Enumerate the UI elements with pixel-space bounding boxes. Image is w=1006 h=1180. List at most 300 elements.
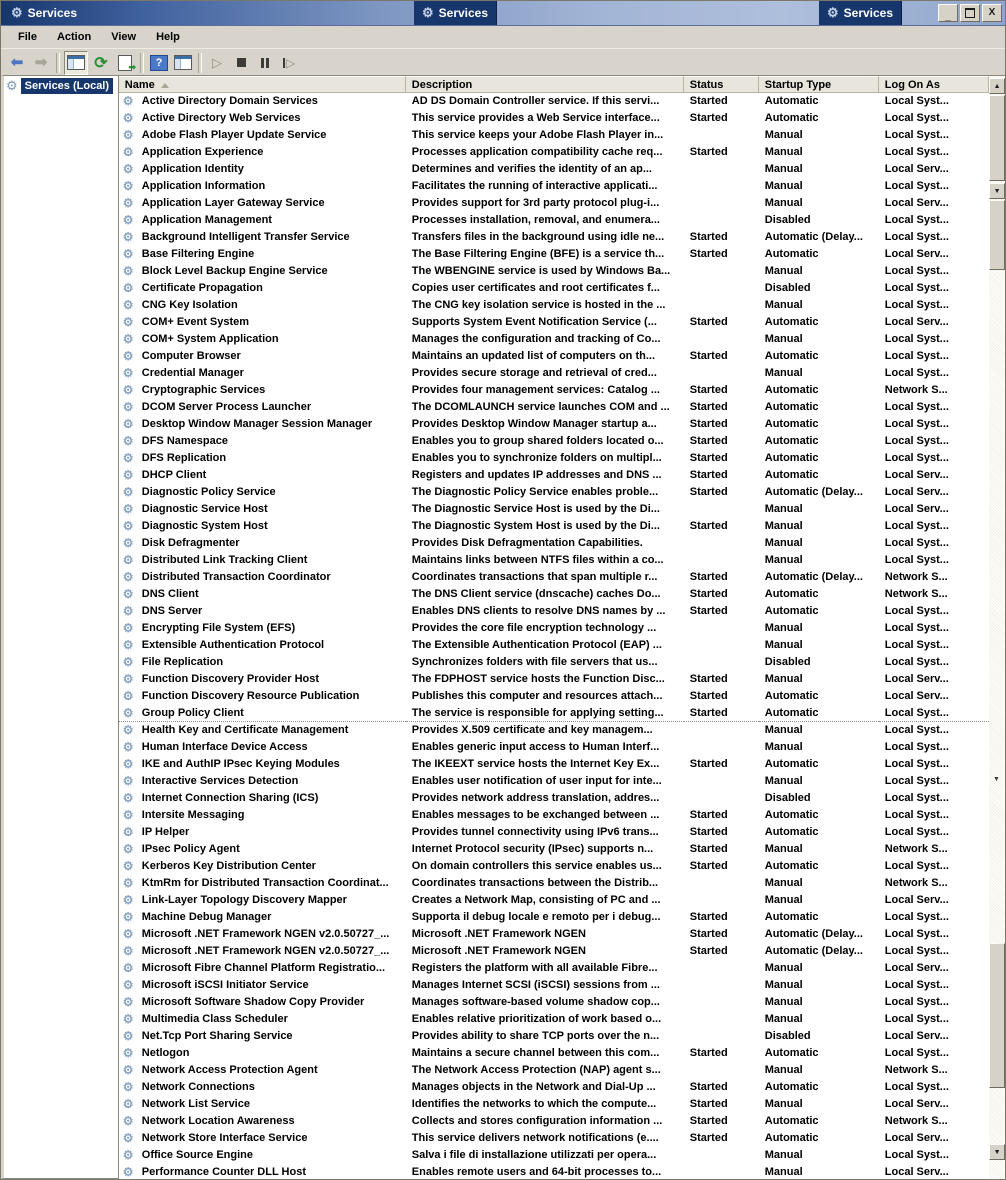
service-gear-icon: ⚙ xyxy=(122,825,134,839)
service-gear-icon: ⚙ xyxy=(122,400,134,414)
service-gear-icon: ⚙ xyxy=(122,1165,134,1179)
service-description-cell: The DCOMLAUNCH service launches COM and ... xyxy=(411,401,670,413)
service-description-cell: Enables DNS clients to resolve DNS names by ... xyxy=(411,605,666,617)
service-status-cell: Started xyxy=(689,945,728,957)
service-log-on-as-cell: Local Syst... xyxy=(884,826,949,838)
service-startup-type-cell: Manual xyxy=(764,520,803,532)
service-row[interactable] xyxy=(119,1045,989,1062)
service-gear-icon: ⚙ xyxy=(122,485,134,499)
service-description-cell: Publishes this computer and resources attach... xyxy=(411,690,663,702)
service-description-cell: Provides ability to share TCP ports over the n... xyxy=(411,1030,660,1042)
service-gear-icon: ⚙ xyxy=(122,1029,134,1043)
service-startup-type-cell: Automatic xyxy=(764,911,819,923)
service-startup-type-cell: Automatic xyxy=(764,350,819,362)
service-row[interactable] xyxy=(119,382,989,399)
service-status-cell: Started xyxy=(689,418,728,430)
service-description-cell: Processes application compatibility cache req... xyxy=(411,146,663,158)
service-row[interactable] xyxy=(119,263,989,280)
service-name-cell: ⚙ COM+ System Application xyxy=(122,332,279,346)
service-description-cell: Enables generic input access to Human Interf... xyxy=(411,741,660,753)
stop-service-icon xyxy=(237,58,246,67)
service-name-cell: ⚙ Network Location Awareness xyxy=(122,1114,295,1128)
service-name-cell: ⚙ Application Management xyxy=(122,213,272,227)
service-row[interactable] xyxy=(119,280,989,297)
service-status-cell xyxy=(684,637,759,654)
service-description-cell: The Diagnostic Service Host is used by the Di... xyxy=(411,503,660,515)
stop-service-button[interactable] xyxy=(230,52,252,74)
export-list-icon xyxy=(118,55,132,71)
service-name-cell: ⚙ Internet Connection Sharing (ICS) xyxy=(122,791,319,805)
toolbar-separator xyxy=(198,53,202,73)
service-gear-icon: ⚙ xyxy=(122,655,134,669)
service-row[interactable] xyxy=(119,1062,989,1079)
service-gear-icon: ⚙ xyxy=(122,536,134,550)
service-description-cell: AD DS Domain Controller service. If this servi... xyxy=(411,95,660,107)
service-row[interactable] xyxy=(119,178,989,195)
menu-file[interactable]: File xyxy=(18,31,37,43)
vertical-scrollbar[interactable] xyxy=(989,75,1005,1179)
service-log-on-as-cell: Local Serv... xyxy=(884,1030,949,1042)
service-row[interactable] xyxy=(119,518,989,535)
service-gear-icon: ⚙ xyxy=(122,621,134,635)
service-name-cell: ⚙ DCOM Server Process Launcher xyxy=(122,400,312,414)
service-startup-type-cell: Disabled xyxy=(764,656,811,668)
service-log-on-as-cell: Local Serv... xyxy=(884,486,949,498)
scrollbar-thumb[interactable] xyxy=(989,95,1005,181)
service-row[interactable] xyxy=(119,705,989,722)
service-row[interactable] xyxy=(119,739,989,756)
service-name-cell: ⚙ Diagnostic System Host xyxy=(122,519,268,533)
sidebar-item-label: Services (Local) xyxy=(21,78,113,94)
service-row[interactable] xyxy=(119,841,989,858)
service-status-cell xyxy=(684,552,759,569)
service-log-on-as-cell: Local Serv... xyxy=(884,1132,949,1144)
service-log-on-as-cell: Local Syst... xyxy=(884,622,949,634)
service-status-cell xyxy=(684,1028,759,1045)
service-description-cell: Salva i file di installazione utilizzati per opera... xyxy=(411,1149,657,1161)
service-row[interactable] xyxy=(119,943,989,960)
service-gear-icon: ⚙ xyxy=(122,706,134,720)
service-description-cell: The FDPHOST service hosts the Function Disc... xyxy=(411,673,665,685)
service-status-cell: Started xyxy=(689,350,728,362)
service-log-on-as-cell: Local Syst... xyxy=(884,333,949,345)
start-service-button[interactable] xyxy=(206,52,228,74)
sidebar-item-services-local[interactable] xyxy=(6,78,113,94)
service-status-cell xyxy=(684,892,759,909)
service-row[interactable] xyxy=(119,807,989,824)
service-startup-type-cell: Manual xyxy=(764,265,803,277)
service-description-cell: The Base Filtering Engine (BFE) is a service th... xyxy=(411,248,665,260)
help-icon: ? xyxy=(150,55,168,71)
back-icon: ⬅ xyxy=(10,54,24,71)
service-gear-icon: ⚙ xyxy=(122,944,134,958)
service-name-cell: ⚙ DNS Server xyxy=(122,604,203,618)
service-status-cell: Started xyxy=(689,95,728,107)
service-row[interactable] xyxy=(119,824,989,841)
service-row[interactable] xyxy=(119,399,989,416)
service-gear-icon: ⚙ xyxy=(122,876,134,890)
service-status-cell xyxy=(684,620,759,637)
column-header-startup-type[interactable]: Startup Type xyxy=(759,76,879,93)
service-row[interactable] xyxy=(119,314,989,331)
service-log-on-as-cell: Local Syst... xyxy=(884,775,949,787)
service-log-on-as-cell: Local Syst... xyxy=(884,520,949,532)
close-button[interactable]: X xyxy=(982,4,1002,22)
service-row[interactable] xyxy=(119,654,989,671)
service-row[interactable] xyxy=(119,1113,989,1130)
service-row[interactable] xyxy=(119,467,989,484)
scroll-down-button[interactable] xyxy=(989,183,1005,199)
service-row[interactable] xyxy=(119,722,989,739)
service-row[interactable] xyxy=(119,671,989,688)
menu-help[interactable]: Help xyxy=(156,31,180,43)
service-row[interactable] xyxy=(119,909,989,926)
service-gear-icon: ⚙ xyxy=(122,808,134,822)
service-status-cell: Started xyxy=(689,112,728,124)
service-startup-type-cell: Manual xyxy=(764,367,803,379)
service-startup-type-cell: Disabled xyxy=(764,1030,811,1042)
service-gear-icon: ⚙ xyxy=(122,94,134,108)
service-name-cell: ⚙ CNG Key Isolation xyxy=(122,298,238,312)
service-gear-icon: ⚙ xyxy=(122,162,134,176)
service-gear-icon: ⚙ xyxy=(122,434,134,448)
service-description-cell: The WBENGINE service is used by Windows Ba... xyxy=(411,265,671,277)
service-name-cell: ⚙ Kerberos Key Distribution Center xyxy=(122,859,316,873)
service-log-on-as-cell: Network S... xyxy=(884,571,948,583)
menu-view[interactable]: View xyxy=(111,31,137,43)
menu-action[interactable]: Action xyxy=(56,31,92,43)
service-row[interactable] xyxy=(119,195,989,212)
service-startup-type-cell: Manual xyxy=(764,894,803,906)
service-row[interactable] xyxy=(119,484,989,501)
service-name-cell: ⚙ Adobe Flash Player Update Service xyxy=(122,128,327,142)
service-gear-icon: ⚙ xyxy=(122,570,134,584)
service-log-on-as-cell: Local Syst... xyxy=(884,180,949,192)
service-row[interactable] xyxy=(119,858,989,875)
show-console-tree-button[interactable] xyxy=(64,51,88,75)
service-gear-icon: ⚙ xyxy=(122,1097,134,1111)
column-header-description[interactable]: Description xyxy=(406,76,684,93)
service-row[interactable] xyxy=(119,1164,989,1179)
refresh-icon: ⟳ xyxy=(94,54,108,72)
service-startup-type-cell: Manual xyxy=(764,197,803,209)
service-startup-type-cell: Manual xyxy=(764,996,803,1008)
service-log-on-as-cell: Local Syst... xyxy=(884,1013,949,1025)
service-log-on-as-cell: Local Syst... xyxy=(884,741,949,753)
service-log-on-as-cell: Local Syst... xyxy=(884,214,949,226)
service-name-cell: ⚙ Office Source Engine xyxy=(122,1148,254,1162)
service-row[interactable] xyxy=(119,229,989,246)
service-row[interactable] xyxy=(119,688,989,705)
service-log-on-as-cell: Local Syst... xyxy=(884,996,949,1008)
restart-service-button[interactable] xyxy=(278,52,300,74)
pause-service-button[interactable] xyxy=(254,52,276,74)
service-name-cell: ⚙ Active Directory Web Services xyxy=(122,111,301,125)
service-log-on-as-cell: Local Syst... xyxy=(884,95,949,107)
start-service-icon: ▷ xyxy=(212,54,222,70)
service-row[interactable] xyxy=(119,331,989,348)
service-name-cell: ⚙ IP Helper xyxy=(122,825,190,839)
scroll-down-icon: ▼ xyxy=(993,187,1001,195)
service-status-cell: Started xyxy=(689,673,728,685)
service-name-cell: ⚙ Multimedia Class Scheduler xyxy=(122,1012,288,1026)
maximize-button[interactable] xyxy=(960,4,980,22)
service-description-cell: Creates a Network Map, consisting of PC and ... xyxy=(411,894,661,906)
service-name-cell: ⚙ Net.Tcp Port Sharing Service xyxy=(122,1029,293,1043)
service-row[interactable] xyxy=(119,1079,989,1096)
service-name-cell: ⚙ Link-Layer Topology Discovery Mapper xyxy=(122,893,347,907)
services-gear-icon: ⚙ xyxy=(422,5,434,20)
service-startup-type-cell: Manual xyxy=(764,1166,803,1178)
service-row[interactable] xyxy=(119,756,989,773)
service-gear-icon: ⚙ xyxy=(122,1063,134,1077)
window-title-segment-2 xyxy=(414,1,497,25)
service-log-on-as-cell: Local Syst... xyxy=(884,979,949,991)
service-log-on-as-cell: Local Serv... xyxy=(884,503,949,515)
service-log-on-as-cell: Network S... xyxy=(884,384,948,396)
forward-button[interactable] xyxy=(30,52,52,74)
service-gear-icon: ⚙ xyxy=(122,502,134,516)
back-button[interactable] xyxy=(6,52,28,74)
service-name-cell: ⚙ Network Store Interface Service xyxy=(122,1131,308,1145)
service-row[interactable] xyxy=(119,535,989,552)
menu-bar xyxy=(1,26,1005,49)
service-log-on-as-cell: Network S... xyxy=(884,1115,948,1127)
service-status-cell xyxy=(684,331,759,348)
service-row[interactable] xyxy=(119,1011,989,1028)
service-row[interactable] xyxy=(119,926,989,943)
service-description-cell: Provides support for 3rd party protocol plug-i... xyxy=(411,197,660,209)
service-row[interactable] xyxy=(119,450,989,467)
service-row[interactable] xyxy=(119,637,989,654)
service-log-on-as-cell: Local Syst... xyxy=(884,758,949,770)
service-description-cell: Provides X.509 certificate and key managem... xyxy=(411,724,653,736)
service-gear-icon: ⚙ xyxy=(122,383,134,397)
service-log-on-as-cell: Local Serv... xyxy=(884,197,949,209)
service-row[interactable] xyxy=(119,994,989,1011)
service-row[interactable] xyxy=(119,960,989,977)
scrollbar-thumb[interactable] xyxy=(989,200,1005,270)
service-name-cell: ⚙ Function Discovery Resource Publication xyxy=(122,689,360,703)
service-name-cell: ⚙ Network Connections xyxy=(122,1080,255,1094)
service-name-cell: ⚙ Group Policy Client xyxy=(119,705,406,722)
service-row[interactable] xyxy=(119,93,989,110)
service-row[interactable] xyxy=(119,297,989,314)
forward-icon: ➡ xyxy=(34,54,48,71)
service-name-cell: ⚙ Certificate Propagation xyxy=(122,281,263,295)
service-log-on-as-cell: Local Syst... xyxy=(884,1149,949,1161)
service-row[interactable] xyxy=(119,1147,989,1164)
service-row[interactable] xyxy=(119,977,989,994)
service-row[interactable] xyxy=(119,552,989,569)
service-startup-type-cell: Disabled xyxy=(764,792,811,804)
help-button[interactable] xyxy=(148,52,170,74)
service-description-cell: Maintains a secure channel between this com... xyxy=(411,1047,660,1059)
service-status-cell: Started xyxy=(689,860,728,872)
service-status-cell xyxy=(684,654,759,671)
service-row[interactable] xyxy=(119,127,989,144)
service-startup-type-cell: Automatic xyxy=(764,384,819,396)
column-header-row xyxy=(119,76,989,93)
service-startup-type-cell: Manual xyxy=(764,333,803,345)
service-startup-type-cell: Automatic xyxy=(764,401,819,413)
service-log-on-as-cell: Local Syst... xyxy=(884,129,949,141)
service-gear-icon: ⚙ xyxy=(122,689,134,703)
service-log-on-as-cell: Local Syst... xyxy=(884,367,949,379)
column-header-name[interactable]: Name xyxy=(119,76,406,93)
service-row[interactable] xyxy=(119,433,989,450)
service-name-cell: ⚙ Performance Counter DLL Host xyxy=(122,1165,306,1179)
service-name-cell: ⚙ File Replication xyxy=(122,655,224,669)
service-gear-icon: ⚙ xyxy=(122,519,134,533)
service-description-cell: Provides secure storage and retrieval of cred... xyxy=(411,367,657,379)
service-startup-type-cell: Automatic xyxy=(764,316,819,328)
service-row[interactable] xyxy=(119,586,989,603)
service-name-cell: ⚙ Active Directory Domain Services xyxy=(122,94,318,108)
service-name-cell: ⚙ Encrypting File System (EFS) xyxy=(122,621,296,635)
service-gear-icon: ⚙ xyxy=(122,417,134,431)
service-gear-icon: ⚙ xyxy=(122,1046,134,1060)
service-startup-type-cell: Automatic xyxy=(759,705,879,722)
service-description-cell: Coordinates transactions between the Distrib... xyxy=(411,877,659,889)
service-description-cell: Manages objects in the Network and Dial-Up ... xyxy=(411,1081,656,1093)
service-startup-type-cell: Automatic xyxy=(764,1115,819,1127)
service-row[interactable] xyxy=(119,620,989,637)
service-log-on-as-cell: Local Serv... xyxy=(884,469,949,481)
service-gear-icon: ⚙ xyxy=(122,196,134,210)
service-log-on-as-cell: Local Syst... xyxy=(884,299,949,311)
service-startup-type-cell: Manual xyxy=(764,537,803,549)
service-description-cell: Microsoft .NET Framework NGEN xyxy=(411,945,586,957)
service-row[interactable] xyxy=(119,161,989,178)
service-status-cell: Started xyxy=(689,469,728,481)
service-log-on-as-cell: Local Serv... xyxy=(884,894,949,906)
service-row[interactable] xyxy=(119,246,989,263)
service-row[interactable] xyxy=(119,501,989,518)
service-startup-type-cell: Automatic xyxy=(764,435,819,447)
service-log-on-as-cell: Local Syst... xyxy=(884,452,949,464)
service-row[interactable] xyxy=(119,603,989,620)
service-gear-icon: ⚙ xyxy=(122,315,134,329)
service-log-on-as-cell: Local Syst... xyxy=(884,537,949,549)
service-startup-type-cell: Manual xyxy=(764,1064,803,1076)
service-row[interactable] xyxy=(119,773,989,790)
service-description-cell: Facilitates the running of interactive applicati... xyxy=(411,180,658,192)
service-row[interactable] xyxy=(119,892,989,909)
service-row[interactable] xyxy=(119,365,989,382)
service-row[interactable] xyxy=(119,569,989,586)
window-controls xyxy=(938,4,1002,22)
service-log-on-as-cell: Local Syst... xyxy=(884,911,949,923)
service-description-cell: Supporta il debug locale e remoto per i debug... xyxy=(411,911,661,923)
service-log-on-as-cell: Local Syst... xyxy=(884,401,949,413)
service-status-cell: Started xyxy=(689,843,728,855)
service-status-cell xyxy=(684,722,759,739)
service-description-cell: Coordinates transactions that span multiple r... xyxy=(411,571,658,583)
service-name-cell: ⚙ Human Interface Device Access xyxy=(122,740,308,754)
service-startup-type-cell: Automatic xyxy=(764,860,819,872)
service-name-cell: ⚙ Background Intelligent Transfer Service xyxy=(122,230,350,244)
service-row[interactable] xyxy=(119,1130,989,1147)
service-status-cell: Started xyxy=(689,1047,728,1059)
service-startup-type-cell: Manual xyxy=(764,554,803,566)
service-gear-icon: ⚙ xyxy=(122,672,134,686)
column-header-status[interactable]: Status xyxy=(684,76,759,93)
service-name-cell: ⚙ Network Access Protection Agent xyxy=(122,1063,318,1077)
service-row[interactable] xyxy=(119,212,989,229)
service-row[interactable] xyxy=(119,875,989,892)
service-status-cell: Started xyxy=(689,809,728,821)
service-name-cell: ⚙ Diagnostic Service Host xyxy=(122,502,268,516)
service-status-cell xyxy=(684,994,759,1011)
service-description-cell: Enables messages to be exchanged between ... xyxy=(411,809,660,821)
minimize-button[interactable]: _ xyxy=(938,4,958,22)
service-startup-type-cell: Manual xyxy=(764,503,803,515)
service-gear-icon: ⚙ xyxy=(122,128,134,142)
service-row[interactable] xyxy=(119,348,989,365)
column-header-log-on-as[interactable]: Log On As xyxy=(879,76,989,93)
service-gear-icon: ⚙ xyxy=(122,179,134,193)
service-gear-icon: ⚙ xyxy=(122,1012,134,1026)
service-name-cell: ⚙ Health Key and Certificate Management xyxy=(122,723,349,737)
refresh-button[interactable] xyxy=(90,52,112,74)
service-name-cell: ⚙ IKE and AuthIP IPsec Keying Modules xyxy=(122,757,340,771)
service-name-cell: ⚙ Application Information xyxy=(122,179,266,193)
service-startup-type-cell: Manual xyxy=(764,639,803,651)
service-status-cell: Started xyxy=(689,826,728,838)
service-startup-type-cell: Manual xyxy=(764,146,803,158)
window-title-text: Services xyxy=(27,6,78,20)
show-action-pane-button[interactable] xyxy=(172,52,194,74)
service-gear-icon: ⚙ xyxy=(122,910,134,924)
service-description-cell: Supports System Event Notification Service (... xyxy=(411,316,657,328)
export-list-button[interactable] xyxy=(114,52,136,74)
service-status-cell: Started xyxy=(689,1098,728,1110)
scroll-down-button[interactable] xyxy=(989,1144,1005,1160)
service-status-cell: Started xyxy=(684,705,759,722)
service-status-cell: Started xyxy=(689,690,728,702)
service-description-cell: The CNG key isolation service is hosted in the ... xyxy=(411,299,666,311)
scroll-up-button[interactable] xyxy=(989,78,1005,94)
service-gear-icon: ⚙ xyxy=(122,111,134,125)
service-startup-type-cell: Disabled xyxy=(764,282,811,294)
service-status-cell: Started xyxy=(689,486,728,498)
service-row[interactable] xyxy=(119,1096,989,1113)
scroll-up-icon: ▲ xyxy=(993,82,1001,90)
toolbar-separator xyxy=(140,53,144,73)
service-log-on-as-cell: Local Serv... xyxy=(884,690,949,702)
service-row[interactable] xyxy=(119,110,989,127)
service-row[interactable] xyxy=(119,144,989,161)
service-row[interactable] xyxy=(119,1028,989,1045)
service-name-cell: ⚙ DFS Replication xyxy=(122,451,227,465)
service-startup-type-cell: Automatic xyxy=(764,1047,819,1059)
service-row[interactable] xyxy=(119,416,989,433)
service-description-cell: This service keeps your Adobe Flash Player in... xyxy=(411,129,664,141)
service-description-cell: The Extensible Authentication Protocol (EAP) ... xyxy=(411,639,662,651)
service-gear-icon: ⚙ xyxy=(122,740,134,754)
service-log-on-as-cell: Local Syst... xyxy=(884,928,949,940)
service-startup-type-cell: Manual xyxy=(764,877,803,889)
service-gear-icon: ⚙ xyxy=(122,1131,134,1145)
service-row[interactable] xyxy=(119,790,989,807)
service-gear-icon: ⚙ xyxy=(122,757,134,771)
scrollbar-thumb[interactable] xyxy=(989,943,1005,1088)
service-description-cell: Enables you to synchronize folders on multipl... xyxy=(411,452,662,464)
service-startup-type-cell: Manual xyxy=(764,843,803,855)
service-name-cell: ⚙ Extensible Authentication Protocol xyxy=(122,638,325,652)
service-name-cell: ⚙ Cryptographic Services xyxy=(122,383,266,397)
